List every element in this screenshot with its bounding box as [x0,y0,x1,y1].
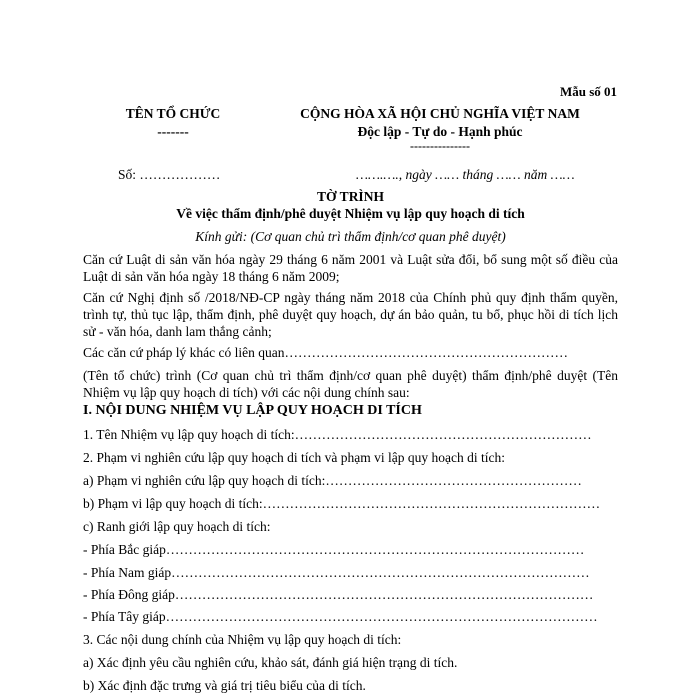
document-number: Số: ……………… [118,167,221,182]
item-3a: a) Xác định yêu cầu nghiên cứu, khảo sát, đánh giá hiện trạng di tích. [83,655,458,670]
section-heading: I. NỘI DUNG NHIỆM VỤ LẬP QUY HOẠCH DI TÍCH [83,403,422,418]
document-subject: Về việc thẩm định/phê duyệt Nhiệm vụ lập quy hoạch di tích [176,206,525,221]
submission-intro: (Tên tổ chức) trình (Cơ quan chủ trì thẩm định/cơ quan phê duyệt) thẩm định/phê duyệt (Tên Nhiệm vụ lập quy hoạch di tích) với các nội dung chính sau: [83,368,618,400]
boundary-south: - Phía Nam giáp………………………………………………………………………………… [83,565,590,580]
country-name: CỘNG HÒA XÃ HỘI CHỦ NGHĨA VIỆT NAM [300,106,580,121]
org-name: TÊN TỔ CHỨC [125,106,221,121]
boundary-north: - Phía Bắc giáp………………………………………………………………………………… [83,542,585,557]
item-1: 1. Tên Nhiệm vụ lập quy hoạch di tích:………………………………………………………… [83,427,592,442]
recipient-line: Kính gửi: (Cơ quan chủ trì thẩm định/cơ quan phê duyệt) [195,229,506,244]
item-3: 3. Các nội dung chính của Nhiệm vụ lập quy hoạch di tích: [83,632,402,647]
motto-dashes: --------------- [410,139,470,153]
motto: Độc lập - Tự do - Hạnh phúc [357,124,523,139]
item-2a: a) Phạm vi nghiên cứu lập quy hoạch di tích:………………………………………………… [83,473,582,488]
item-3b: b) Xác định đặc trưng và giá trị tiêu biểu của di tích. [83,678,366,693]
legal-basis-other: Các căn cứ pháp lý khác có liên quan……………………………………………………… [83,345,568,360]
item-2c: c) Ranh giới lập quy hoạch di tích: [83,519,271,534]
item-2b: b) Phạm vi lập quy hoạch di tích:………………………………………………………………… [83,496,601,511]
boundary-east: - Phía Đông giáp………………………………………………………………………………… [83,587,594,602]
place-date: …….…., ngày …… tháng …… năm …… [356,167,575,182]
legal-basis-2: Căn cứ Nghị định số /2018/NĐ-CP ngày tháng năm 2018 của Chính phủ quy định thẩm quyền, trình tự, thủ tục lập, thẩm định, phê duyệt quy hoạch, dự án bảo quản, tu bổ, phục hồi di tích lịch sử - văn hóa, danh lam thắng cảnh; [83,290,618,339]
form-number: Mẫu số 01 [560,84,618,99]
item-2: 2. Phạm vi nghiên cứu lập quy hoạch di tích và phạm vi lập quy hoạch di tích: [83,450,505,465]
document-title: TỜ TRÌNH [317,189,384,204]
boundary-west: - Phía Tây giáp…………………………………………………………………………………… [83,609,598,624]
legal-basis-1: Căn cứ Luật di sản văn hóa ngày 29 tháng 6 năm 2001 và Luật sửa đổi, bổ sung một số điều của Luật di sản văn hóa ngày 18 tháng 6 năm 2009; [83,252,618,284]
org-dashes: ------- [157,124,189,139]
